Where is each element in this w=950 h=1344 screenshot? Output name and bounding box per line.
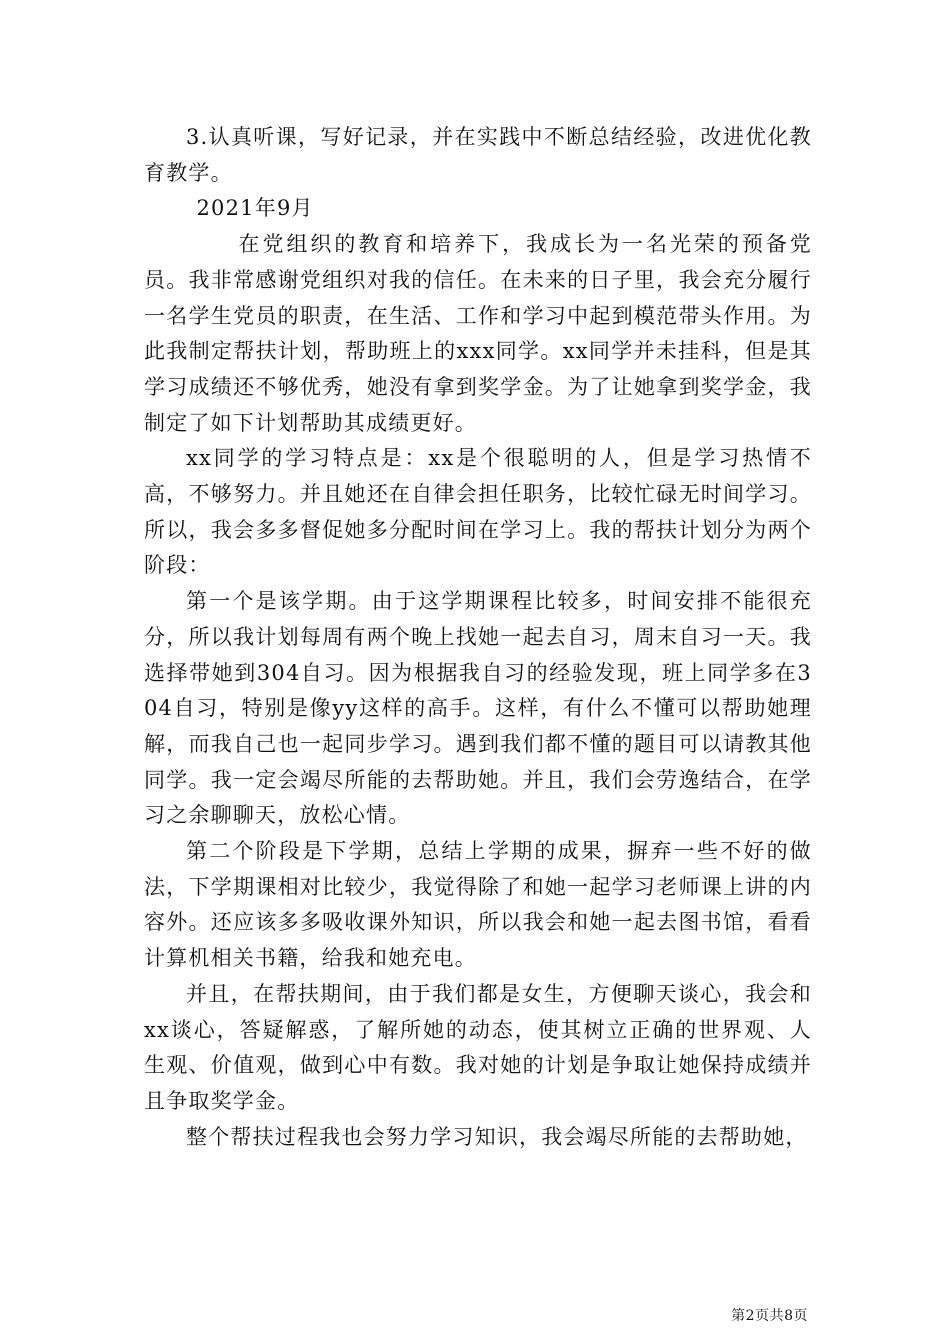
- paragraph-4: 第一个是该学期。由于这学期课程比较多，时间安排不能很充分，所以我计划每周有两个晚上找她一起去自习，周末自习一天。我选择带她到304自习。因为根据我自习的经验发现，班上同学多在304自习，特别是像yy这样的高手。这样，有什么不懂可以帮助她理解，而我自己也一起同步学习。遇到我们都不懂的题目可以请教其他同学。我一定会竭尽所能的去帮助她。并且，我们会劳逸结合，在学习之余聊聊天，放松心情。: [144, 589, 812, 828]
- paragraph-7: 整个帮扶过程我也会努力学习知识，我会竭尽所能的去帮助她，: [186, 1124, 808, 1149]
- paragraph-6: 并且，在帮扶期间，由于我们都是女生，方便聊天谈心，我会和xx谈心，答疑解惑，了解所她的动态，使其树立正确的世界观、人生观、价值观，做到心中有数。我对她的计划是争取让她保持成绩并且争取奖学金。: [144, 981, 812, 1113]
- paragraph-1: 3.认真听课，写好记录，并在实践中不断总结经验，改进优化教育教学。: [144, 125, 812, 185]
- document-body: [144, 120, 812, 1155]
- page-number-footer: 第2页共8页: [731, 1308, 808, 1324]
- date-line: 2021年9月: [196, 196, 314, 221]
- paragraph-3: xx同学的学习特点是：xx是个很聪明的人，但是学习热情不高，不够努力。并且她还在自律会担任职务，比较忙碌无时间学习。所以，我会多多督促她多分配时间在学习上。我的帮扶计划分为两个阶段：: [144, 446, 812, 578]
- paragraph-2: 在党组织的教育和培养下，我成长为一名光荣的预备党员。我非常感谢党组织对我的信任。在未来的日子里，我会充分履行一名学生党员的职责，在生活、工作和学习中起到模范带头作用。为此我制定帮扶计划，帮助班上的xxx同学。xx同学并未挂科，但是其学习成绩还不够优秀，她没有拿到奖学金。为了让她拿到奖学金，我制定了如下计划帮助其成绩更好。: [144, 232, 812, 435]
- paragraph-5: 第二个阶段是下学期，总结上学期的成果，摒弃一些不好的做法，下学期课相对比较少，我觉得除了和她一起学习老师课上讲的内容外。还应该多多吸收课外知识，所以我会和她一起去图书馆，看看计算机相关书籍，给我和她充电。: [144, 839, 812, 971]
